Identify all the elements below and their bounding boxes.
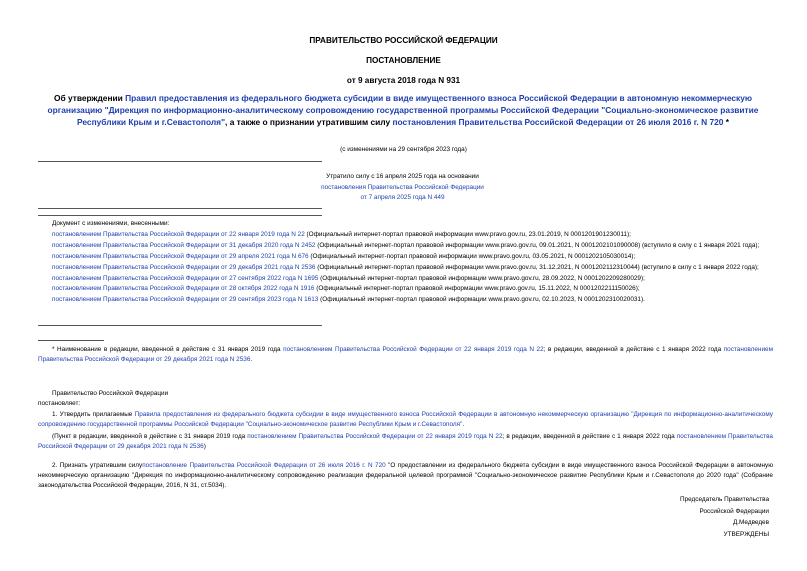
footnote-text: * Наименование в редакции, введенной в действие с 31 января 2019 года [52, 346, 284, 353]
change-item-link[interactable]: постановлением Правительства Российской Федерации от 29 апреля 2021 года N 676 [52, 252, 309, 260]
change-item [38, 241, 773, 252]
repealed-link[interactable]: постановление Правительства Российской Федерации от 26 июля 2016 г. N 720 [142, 462, 386, 469]
paragraph-text: . [462, 420, 465, 428]
rules-link[interactable]: Правил предоставления из федерального бюджета субсидии в виде имущественного взноса Российской Федерации в автономную некоммерческую организацию "Дирекция по информационно-аналитическому сопровождению государственной программы Российской Федерации "Социально-экономическое развитие Республики Крым и г.Севастополя" [47, 93, 759, 128]
date-number: от 9 августа 2018 года N 931 [346, 76, 461, 85]
changes-list [38, 219, 773, 306]
change-item-text: (Официальный интернет-портал правовой информации www.pravo.gov.ru, 09.01.2021, N 0001202101090008) (вступило в силу с 1 января 2021 года); [315, 241, 760, 249]
paragraph-1 [38, 410, 773, 430]
footnote-link[interactable]: постановлением Правительства Российской Федерации от 22 января 2019 года N 22 [283, 346, 544, 353]
note-link[interactable]: постановлением Правительства Российской Федерации от 29 декабря 2021 года N 2536 [38, 433, 773, 450]
change-item [38, 274, 773, 285]
change-item-link[interactable]: постановлением Правительства Российской Федерации от 29 декабря 2021 года N 2536 [52, 263, 316, 271]
government-heading: ПРАВИТЕЛЬСТВО РОССИЙСКОЙ ФЕДЕРАЦИИ [309, 36, 498, 45]
paragraph-text: 2. Признать утратившим силу [52, 462, 143, 469]
footnote [38, 345, 773, 365]
signature-block [680, 494, 769, 540]
change-item-text: (Официальный интернет-портал правовой информации www.pravo.gov.ru, 31.12.2021, N 0001202112310044) (вступило в силу с 1 января 2022 года); [315, 263, 759, 271]
title-suffix: * [723, 117, 730, 128]
change-item-text: (Официальный интернет-портал правовой информации www.pravo.gov.ru, 03.05.2021, N 0001202105030014); [308, 252, 636, 260]
change-item [38, 263, 773, 274]
change-item-text: (Официальный интернет-портал правовой информации www.pravo.gov.ru, 02.10.2023, N 0001202310020031). [318, 296, 645, 304]
divider [38, 215, 322, 216]
paragraph-text: "О предоставлении из федерального бюджета субсидии в виде имущественного взноса Российской Федерации в автономную некоммерческую организацию "Дирекция по информационно-аналитическому сопровождению реализации федеральной целевой программой "Социально-экономическое развитие Республики Крым и г.Севастополя до 2020 года" (Собрание законодательства Российской Федерации, 2016, N 31, ст.5034). [38, 462, 773, 489]
footnote-divider [38, 340, 104, 341]
title-prefix: Об утверждении [53, 93, 126, 103]
change-item-text: (Официальный интернет-портал правовой информации www.pravo.gov.ru, 28.09.2022, N 0001202209280029); [318, 274, 645, 282]
invalid-notice-link-date[interactable]: от 7 апреля 2025 года N 449 [360, 194, 445, 201]
paragraph-text: 1. Утвердить прилагаемые [52, 411, 135, 418]
change-item-link[interactable]: постановлением Правительства Российской Федерации от 22 января 2019 года N 22 [52, 230, 305, 238]
note-text: (Пункт в редакции, введенной в действие с 31 января 2019 года [52, 433, 248, 440]
doc-type-heading: ПОСТАНОВЛЕНИЕ [366, 56, 441, 65]
repealed-resolution-link[interactable]: постановления Правительства Российской Федерации от 26 июля 2016 г. N 720 [392, 117, 724, 128]
change-item-text: (Официальный интернет-портал правовой информации www.pravo.gov.ru, 15.11.2022, N 0001202211150026); [314, 285, 640, 293]
signature-country: Российской Федерации [699, 507, 769, 515]
body-resolves: постановляет: [38, 400, 81, 407]
note-text: ) [203, 442, 206, 450]
title-middle: , а также о признании утратившим силу [225, 117, 393, 128]
rules-approved-link[interactable]: Правила предоставления из федерального бюджета субсидии в виде имущественного взноса Российской Федерации в автономную некоммерческую организацию "Дирекция по информационно-аналитическому сопровождению государственной программы Российской Федерации "Социально-экономическое развитие Республики Крым и г.Севастополя" [38, 411, 774, 428]
change-item-link[interactable]: постановлением Правительства Российской Федерации от 31 декабря 2020 года N 2452 [52, 241, 316, 249]
change-item [38, 230, 773, 241]
divider [38, 208, 322, 209]
change-item-link[interactable]: постановлением Правительства Российской Федерации от 28 октября 2022 года N 1916 [52, 285, 315, 293]
paragraph-2 [38, 461, 773, 490]
document-title [38, 92, 768, 129]
invalid-notice-link[interactable]: постановления Правительства Российской Федерации [321, 183, 484, 191]
paragraph-1-note [38, 432, 773, 452]
change-item [38, 252, 773, 263]
divider [38, 325, 322, 326]
change-item [38, 284, 773, 295]
note-text: ; в редакции, введенной в действие с 1 января 2022 года [502, 433, 677, 440]
footnote-link[interactable]: постановлением Правительства Российской Федерации от 29 декабря 2021 года N 2536 [38, 346, 773, 363]
footnote-text: ; в редакции, введенной в действие с 1 января 2022 года [543, 346, 724, 353]
invalid-notice [200, 172, 605, 204]
signature-title: Председатель Правительства [680, 496, 769, 503]
invalid-notice-text: Утратило силу с 16 апреля 2025 года на основании [326, 173, 479, 180]
footnote-text: . [250, 355, 253, 363]
change-item-link[interactable]: постановлением Правительства Российской Федерации от 29 сентября 2023 года N 1613 [52, 296, 319, 304]
signature-name: Д.Медведев [732, 519, 769, 526]
changes-heading: Документ с изменениями, внесенными: [52, 220, 170, 227]
change-item [38, 295, 773, 306]
change-item-link[interactable]: постановлением Правительства Российской Федерации от 27 сентября 2022 года N 1695 [52, 274, 319, 282]
note-link[interactable]: постановлением Правительства Российской Федерации от 22 января 2019 года N 22 [247, 433, 503, 440]
approved-label: УТВЕРЖДЕНЫ [723, 530, 769, 538]
amendments-note: (с изменениями на 29 сентября 2023 года) [340, 146, 467, 153]
divider [38, 161, 322, 162]
change-item-text: (Официальный интернет-портал правовой информации www.pravo.gov.ru, 23.01.2019, N 0001201901230011); [304, 230, 631, 238]
body-government: Правительство Российской Федерации [52, 390, 169, 397]
